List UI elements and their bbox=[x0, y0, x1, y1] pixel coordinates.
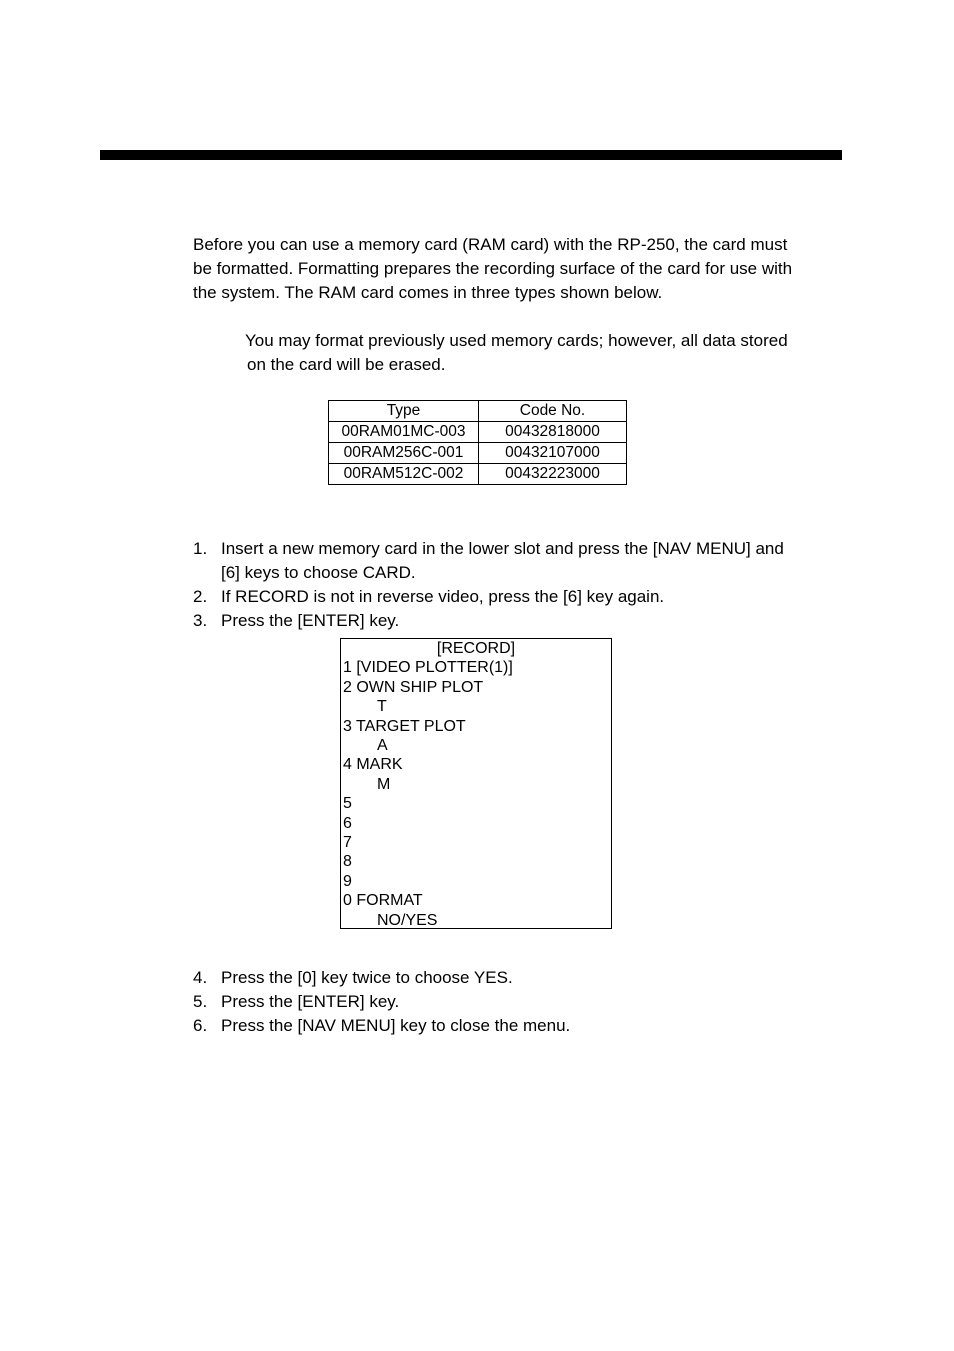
table-row bbox=[329, 422, 627, 443]
menu-item-target-plot-value: A bbox=[377, 737, 388, 755]
step-item bbox=[193, 585, 853, 609]
step-number: 1. bbox=[193, 539, 208, 558]
step-number: 3. bbox=[193, 611, 208, 630]
table-row bbox=[329, 464, 627, 485]
step-item bbox=[193, 1014, 853, 1038]
step-text: Press the [ENTER] key. bbox=[221, 992, 400, 1011]
table-row bbox=[329, 443, 627, 464]
menu-item-mark: 4 MARK bbox=[343, 756, 403, 774]
header-type: Type bbox=[329, 401, 479, 422]
table-header-row bbox=[329, 401, 627, 422]
menu-item-video-plotter: 1 [VIDEO PLOTTER(1)] bbox=[343, 659, 513, 677]
step-number: 2. bbox=[193, 587, 208, 606]
cell-code: 00432818000 bbox=[479, 422, 627, 443]
menu-item-target-plot: 3 TARGET PLOT bbox=[343, 717, 466, 735]
step-text: Insert a new memory card in the lower slot and press the [NAV MENU] and bbox=[221, 539, 784, 558]
menu-item-own-ship-plot-value: T bbox=[377, 698, 387, 716]
menu-item-format-value: NO/YES bbox=[377, 911, 438, 929]
chapter-heading-rule bbox=[100, 150, 842, 160]
step-number: 4. bbox=[193, 968, 208, 987]
menu-item-7: 7 bbox=[343, 834, 352, 852]
header-code-no: Code No. bbox=[479, 401, 627, 422]
menu-item-5: 5 bbox=[343, 795, 352, 813]
intro-line: the system. The RAM card comes in three types shown below. bbox=[193, 283, 663, 302]
step-item bbox=[193, 990, 853, 1014]
menu-item-9: 9 bbox=[343, 872, 352, 890]
note-paragraph bbox=[245, 329, 845, 377]
note-line: on the card will be erased. bbox=[247, 355, 446, 374]
step-item bbox=[193, 537, 853, 585]
menu-item-mark-value: M bbox=[377, 775, 391, 793]
step-item bbox=[193, 609, 853, 633]
record-menu-box bbox=[340, 638, 612, 929]
step-text: If RECORD is not in reverse video, press the [6] key again. bbox=[221, 587, 665, 606]
step-text: [6] keys to choose CARD. bbox=[221, 563, 416, 582]
cell-type: 00RAM01MC-003 bbox=[329, 422, 479, 443]
menu-item-format: 0 FORMAT bbox=[343, 892, 423, 910]
intro-line: Before you can use a memory card (RAM card) with the RP-250, the card must bbox=[193, 235, 788, 254]
step-text: Press the [ENTER] key. bbox=[221, 611, 400, 630]
menu-title: [RECORD] bbox=[436, 640, 516, 657]
procedure-steps-4-6 bbox=[193, 966, 853, 1038]
cell-type: 00RAM512C-002 bbox=[329, 464, 479, 485]
step-item bbox=[193, 966, 853, 990]
step-text: Press the [NAV MENU] key to close the menu. bbox=[221, 1016, 571, 1035]
procedure-steps-1-3 bbox=[193, 537, 853, 633]
menu-item-own-ship-plot: 2 OWN SHIP PLOT bbox=[343, 678, 484, 696]
cell-type: 00RAM256C-001 bbox=[329, 443, 479, 464]
cell-code: 00432107000 bbox=[479, 443, 627, 464]
intro-line: be formatted. Formatting prepares the recording surface of the card for use with bbox=[193, 259, 793, 278]
card-type-table bbox=[328, 400, 627, 485]
note-line: You may format previously used memory cards; however, all data stored bbox=[245, 331, 788, 350]
step-text: Press the [0] key twice to choose YES. bbox=[221, 968, 513, 987]
step-number: 6. bbox=[193, 1016, 208, 1035]
menu-item-6: 6 bbox=[343, 814, 352, 832]
step-number: 5. bbox=[193, 992, 208, 1011]
cell-code: 00432223000 bbox=[479, 464, 627, 485]
menu-item-8: 8 bbox=[343, 853, 352, 871]
intro-paragraph bbox=[193, 233, 853, 305]
